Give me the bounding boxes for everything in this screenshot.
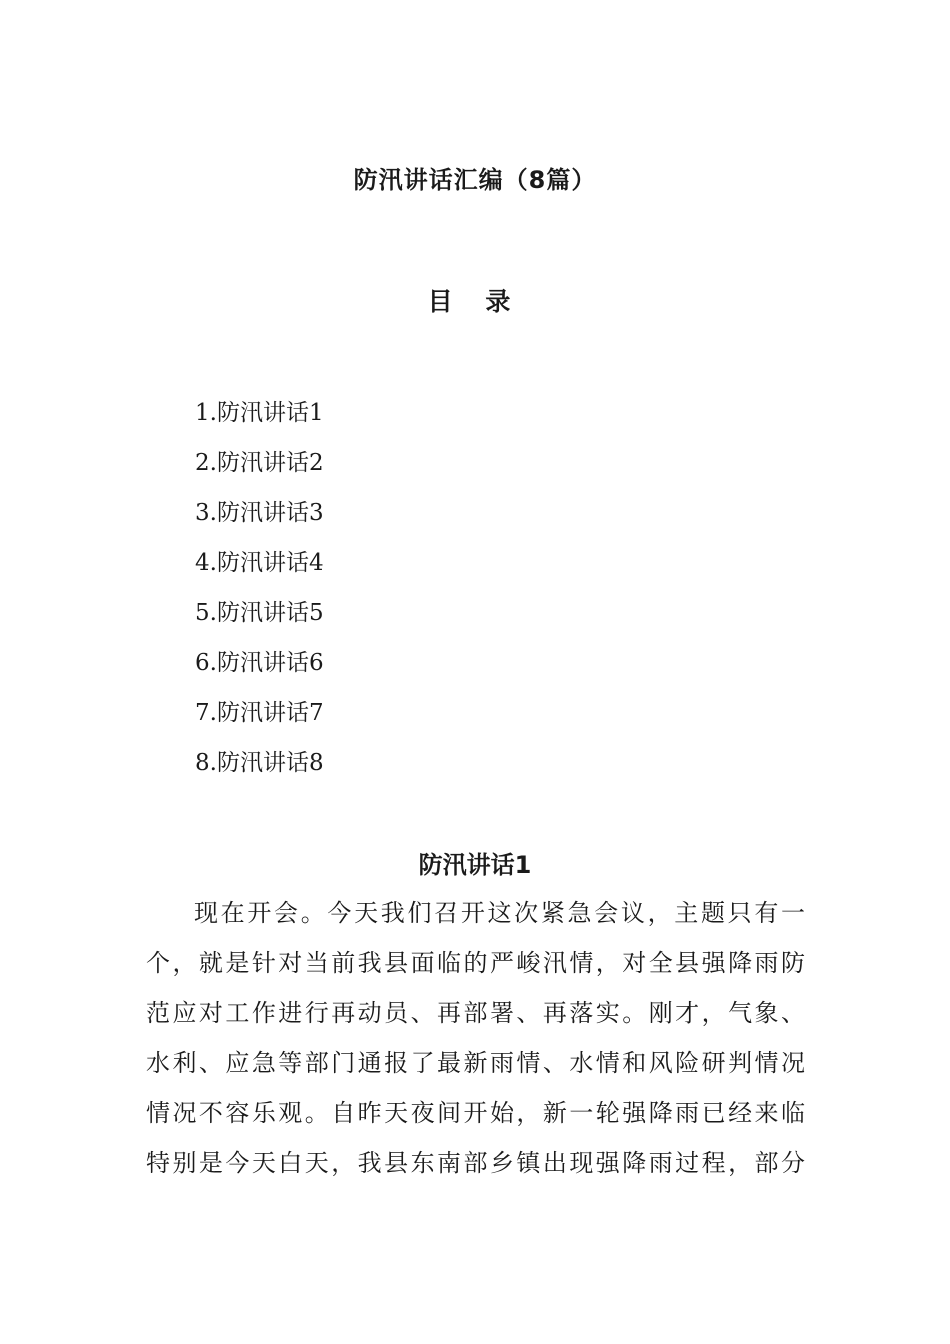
body-line: 范应对工作进行再动员、再部署、再落实。刚才，气象、: [146, 999, 806, 1027]
body-line: 个，就是针对当前我县面临的严峻汛情，对全县强降雨防: [146, 949, 806, 977]
toc-item-5: 5.防汛讲话5: [195, 600, 324, 626]
toc-item-8: 8.防汛讲话8: [195, 750, 324, 776]
toc-item-7: 7.防汛讲话7: [195, 700, 324, 726]
document-title: 防汛讲话汇编（8篇）: [353, 166, 597, 194]
body-line: 情况不容乐观。自昨天夜间开始，新一轮强降雨已经来临: [146, 1099, 806, 1127]
body-line: 水利、应急等部门通报了最新雨情、水情和风险研判情况: [146, 1049, 806, 1077]
section-title: 防汛讲话1: [418, 851, 532, 879]
toc-item-6: 6.防汛讲话6: [195, 650, 324, 676]
section-body: [146, 890, 806, 1190]
body-line: 现在开会。今天我们召开这次紧急会议，主题只有一: [194, 899, 806, 927]
toc-item-3: 3.防汛讲话3: [195, 500, 324, 526]
toc-heading: 目 录: [427, 287, 523, 316]
body-line: 特别是今天白天，我县东南部乡镇出现强降雨过程，部分: [146, 1149, 806, 1177]
toc-item-1: 1.防汛讲话1: [195, 400, 324, 426]
toc-item-2: 2.防汛讲话2: [195, 450, 324, 476]
table-of-contents: [195, 395, 324, 795]
toc-item-4: 4.防汛讲话4: [195, 550, 324, 576]
